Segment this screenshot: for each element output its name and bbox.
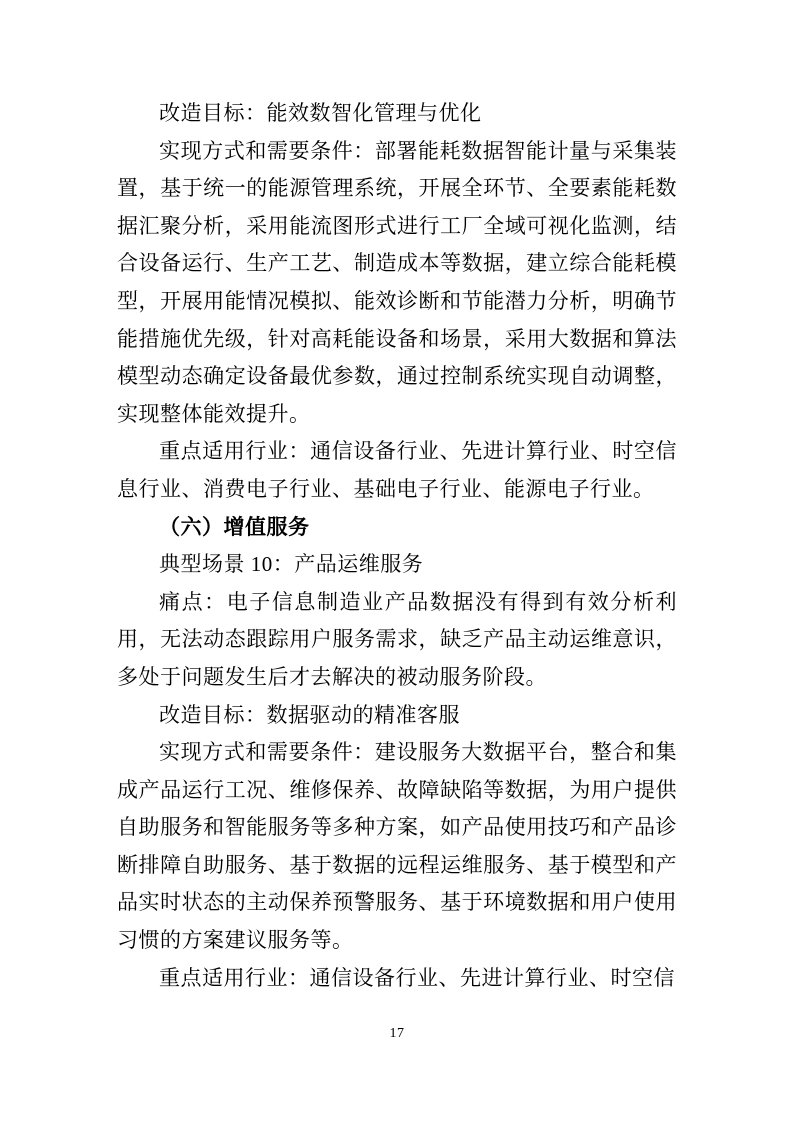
paragraph: [117, 584, 677, 697]
document-body: [117, 95, 677, 997]
paragraph-label: 实现方式和需要条件：: [159, 740, 375, 765]
paragraph-label: 重点适用行业：: [159, 965, 310, 990]
paragraph: [117, 734, 677, 960]
paragraph: [117, 95, 677, 133]
paragraph-text: 通信设备行业、先进计算行业、时空信: [309, 965, 675, 990]
heading-text: （六）增值服务: [159, 515, 310, 539]
paragraph-text: 部署能耗数据智能计量与采集装置，基于统一的能源管理系统，开展全环节、全要素能耗数据汇聚分析，采用能流图形式进行工厂全域可视化监测，结合设备运行、生产工艺、制造成本等数据，建立综合能耗模型，开展用能情况模拟、能效诊断和节能潜力分析，明确节能措施优先级，针对高耗能设备和场景，采用大数据和算法模型动态确定设备最优参数，通过控制系统实现自动调整，实现整体能效提升。: [117, 138, 678, 426]
paragraph-label: 改造目标：: [159, 101, 267, 125]
paragraph: [117, 546, 677, 584]
paragraph-text: 通信设备行业、先进计算行业、时空信息行业、消费电子行业、基础电子行业、能源电子行业。: [117, 439, 677, 501]
paragraph: [117, 433, 677, 508]
paragraph-text: 数据驱动的精准客服: [266, 702, 460, 727]
paragraph-label: 典型场景 10：: [159, 552, 295, 577]
paragraph-text: 电子信息制造业产品数据没有得到有效分析利用，无法动态跟踪用户服务需求，缺乏产品主动运维意识，多处于问题发生后才去解决的被动服务阶段。: [117, 589, 678, 689]
page-number: 17: [389, 1026, 405, 1041]
paragraph-list: [117, 95, 677, 997]
paragraph-text: 能效数智化管理与优化: [266, 101, 482, 125]
paragraph-label: 重点适用行业：: [159, 439, 311, 464]
paragraph: [117, 697, 677, 735]
paragraph-label: 实现方式和需要条件：: [159, 138, 375, 163]
paragraph-text: 产品运维服务: [294, 552, 424, 577]
paragraph-text: 建设服务大数据平台，整合和集成产品运行工况、维修保养、故障缺陷等数据，为用户提供自助服务和智能服务等多种方案，如产品使用技巧和产品诊断排障自助服务、基于数据的远程运维服务、基于模型和产品实时状态的主动保养预警服务、基于环境数据和用户使用习惯的方案建议服务等。: [117, 740, 678, 953]
paragraph-label: 痛点：: [159, 589, 227, 614]
paragraph: [117, 960, 677, 998]
paragraph: [117, 133, 677, 434]
section-heading: [117, 509, 677, 547]
paragraph-label: 改造目标：: [159, 702, 267, 727]
